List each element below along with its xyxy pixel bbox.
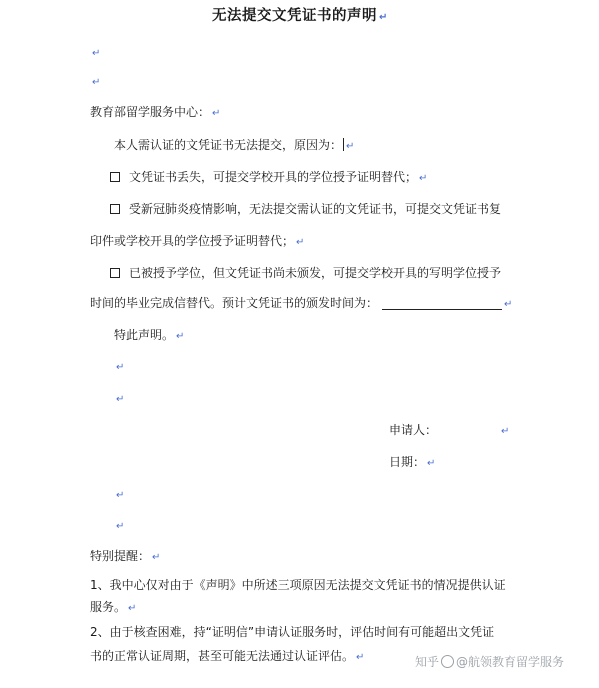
option-2-text: 受新冠肺炎疫情影响，无法提交需认证的文凭证书，可提交文凭证书复 — [129, 202, 502, 216]
watermark-prefix: 知乎 — [415, 655, 440, 669]
option-1 — [110, 169, 427, 187]
empty-paragraph — [90, 44, 100, 62]
empty-paragraph — [114, 390, 124, 408]
empty-paragraph — [114, 358, 124, 376]
notes-title: 特别提醒： — [90, 549, 151, 563]
option-3-continuation — [90, 295, 512, 313]
wechat-icon — [441, 655, 454, 668]
paragraph-mark-icon: ↵ — [419, 173, 428, 184]
date-blank-field[interactable] — [382, 297, 502, 310]
option-1-text: 文凭证书丢失，可提交学校开具的学位授予证明替代； — [129, 170, 418, 184]
applicant-line — [389, 422, 509, 440]
paragraph-mark-icon: ↵ — [152, 552, 161, 563]
applicant-label: 申请人： — [389, 423, 438, 437]
watermark — [415, 653, 564, 670]
option-3-text-cont: 时间的毕业完成信替代。预计文凭证书的颁发时间为： — [90, 296, 379, 310]
text-cursor — [343, 138, 344, 151]
note-1-text: 1、我中心仅对由于《声明》中所述三项原因无法提交文凭证书的情况提供认证 — [90, 578, 506, 592]
watermark-handle: @航领教育留学服务 — [456, 655, 565, 669]
intro-text: 本人需认证的文凭证书无法提交，原因为： — [114, 138, 343, 152]
paragraph-mark-icon: ↵ — [296, 237, 305, 248]
paragraph-mark-icon: ↵ — [128, 603, 137, 614]
paragraph-mark-icon: ↵ — [212, 108, 221, 119]
checkbox-icon[interactable] — [110, 268, 120, 278]
title-text: 无法提交文凭证书的声明 — [212, 8, 377, 24]
option-2-continuation — [90, 233, 304, 251]
empty-paragraph — [114, 517, 124, 535]
paragraph-mark-icon: ↵ — [346, 141, 355, 152]
paragraph-mark-icon: ↵ — [504, 299, 513, 310]
option-3-text: 已被授予学位，但文凭证书尚未颁发，可提交学校开具的写明学位授予 — [129, 266, 502, 280]
option-2 — [110, 201, 501, 217]
paragraph-mark-icon: ↵ — [92, 48, 101, 59]
note-2 — [90, 624, 494, 640]
closing-line — [114, 327, 184, 345]
paragraph-mark-icon: ↵ — [116, 490, 125, 501]
empty-paragraph — [114, 486, 124, 504]
closing-text: 特此声明。 — [114, 328, 175, 342]
paragraph-mark-icon: ↵ — [356, 652, 365, 663]
paragraph-mark-icon: ↵ — [176, 331, 185, 342]
checkbox-icon[interactable] — [110, 172, 120, 182]
paragraph-mark-icon: ↵ — [427, 458, 436, 469]
note-1-continuation — [90, 599, 136, 617]
recipient-line — [90, 104, 220, 122]
paragraph-mark-icon: ↵ — [116, 394, 125, 405]
recipient-text: 教育部留学服务中心： — [90, 105, 211, 119]
date-label: 日期： — [389, 455, 426, 469]
note-2-text: 2、由于核查困难，持“证明信”申请认证服务时，评估时间有可能超出文凭证 — [90, 625, 495, 639]
note-1 — [90, 577, 506, 593]
option-2-text-cont: 印件或学校开具的学位授予证明替代； — [90, 234, 295, 248]
note-2-text-cont: 书的正常认证周期，甚至可能无法通过认证评估。 — [90, 649, 355, 663]
note-2-continuation — [90, 648, 364, 666]
paragraph-mark-icon: ↵ — [379, 12, 388, 23]
paragraph-mark-icon: ↵ — [116, 362, 125, 373]
empty-paragraph — [90, 73, 100, 91]
paragraph-mark-icon: ↵ — [116, 521, 125, 532]
document-title — [212, 8, 388, 26]
note-1-text-cont: 服务。 — [90, 600, 127, 614]
checkbox-icon[interactable] — [110, 204, 120, 214]
option-3 — [110, 265, 501, 281]
paragraph-mark-icon: ↵ — [92, 77, 101, 88]
intro-line — [114, 137, 354, 155]
paragraph-mark-icon: ↵ — [501, 426, 510, 437]
date-line — [389, 454, 435, 472]
notes-title-line — [90, 548, 160, 566]
